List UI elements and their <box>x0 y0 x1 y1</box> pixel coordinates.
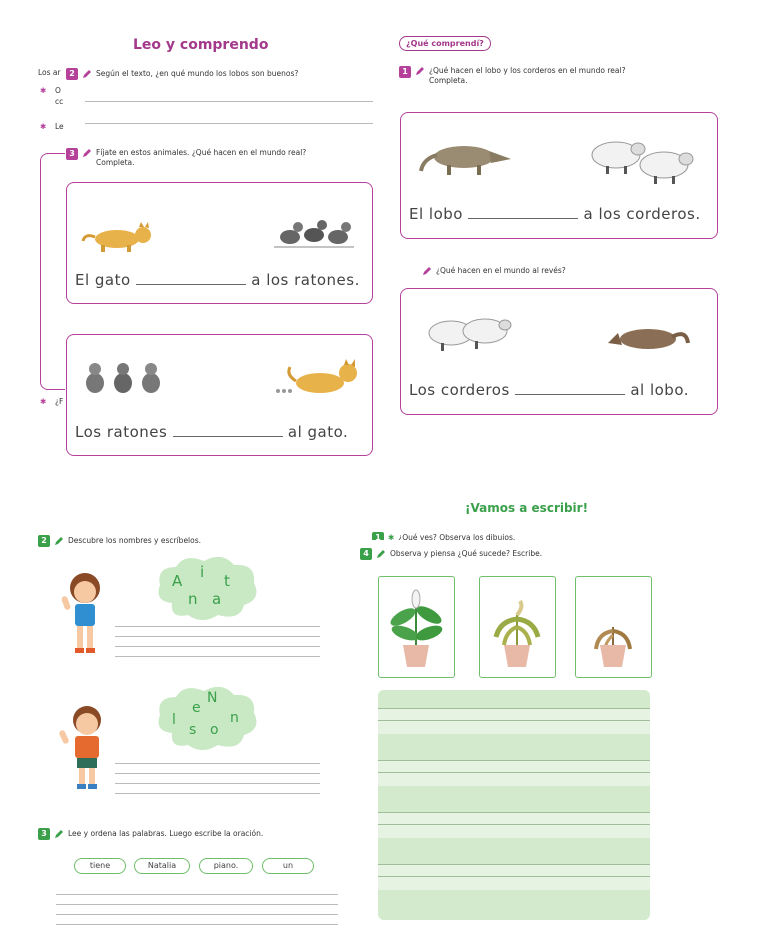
plant-card-wilting <box>479 576 556 678</box>
sentence-end: al lobo. <box>630 381 690 399</box>
blank-field[interactable] <box>136 284 246 285</box>
writing-line[interactable] <box>115 783 320 784</box>
sentence-end: a los ratones. <box>251 271 360 289</box>
writing-line[interactable] <box>56 914 338 915</box>
plant-card-healthy <box>378 576 455 678</box>
letter: n <box>188 590 198 608</box>
mice-illustration <box>272 213 357 253</box>
question-text: ¿Qué hacen el lobo y los corderos en el mundo real? <box>429 66 626 75</box>
sentence <box>75 423 348 441</box>
pencil-icon <box>82 69 92 79</box>
stripe <box>378 838 650 864</box>
sentence-start: El gato <box>75 271 131 289</box>
sentence <box>75 271 360 289</box>
question-text: Fíjate en estos animales. ¿Qué hacen en el mundo real? <box>96 148 307 157</box>
question-1 <box>399 66 626 86</box>
cut-text: O <box>55 86 61 95</box>
sentence-card <box>66 182 373 304</box>
blank-field[interactable] <box>468 218 578 219</box>
pencil-icon <box>415 66 425 76</box>
letter: o <box>210 722 219 738</box>
stripe <box>378 690 650 708</box>
writing-line[interactable] <box>115 656 320 657</box>
question-text: Según el texto, ¿en qué mundo los lobos son buenos? <box>96 69 299 78</box>
question-text: Descubre los nombres y escríbelos. <box>68 536 202 545</box>
question-reves <box>422 266 566 276</box>
letter: i <box>200 563 205 581</box>
question-3 <box>66 148 306 168</box>
writing-line[interactable] <box>115 763 320 764</box>
boy-illustration <box>55 700 115 792</box>
question-text: Completa. <box>96 158 135 167</box>
writing-line[interactable] <box>378 760 650 761</box>
word-tag[interactable]: un <box>262 858 314 874</box>
sentence-start: Los ratones <box>75 423 168 441</box>
sentence-card <box>400 112 718 239</box>
section-title-vamos: ¡Vamos a escribir! <box>465 501 589 515</box>
word-tag[interactable]: tiene <box>74 858 126 874</box>
question-number: 3 <box>66 148 78 160</box>
pencil-icon <box>54 536 64 546</box>
question-number: 3 <box>38 828 50 840</box>
pencil-icon <box>54 829 64 839</box>
eye-icon: ✱ <box>388 533 395 540</box>
letter: a <box>212 590 222 608</box>
answer-line[interactable] <box>85 123 373 124</box>
girl-illustration <box>55 568 115 656</box>
writing-line[interactable] <box>115 626 320 627</box>
answer-line[interactable] <box>85 101 373 102</box>
writing-line[interactable] <box>56 904 338 905</box>
wolf-illustration <box>419 133 514 178</box>
paw-icon: ✱ <box>40 122 47 131</box>
question-text: Observa y piensa ¿Qué sucede? Escribe. <box>390 549 543 558</box>
plant-wilting-illustration <box>480 577 555 677</box>
blank-field[interactable] <box>173 436 283 437</box>
writing-line[interactable] <box>378 824 650 825</box>
letter: l <box>172 712 176 728</box>
writing-line[interactable] <box>378 772 650 773</box>
writing-line[interactable] <box>56 894 338 895</box>
question-text: ¿Qué hacen en el mundo al revés? <box>436 266 566 275</box>
question-text: Lee y ordena las palabras. Luego escribe la oración. <box>68 829 264 838</box>
cut-text: Le <box>55 122 64 131</box>
cut-text: Los ar <box>38 68 61 77</box>
question-2-names <box>38 535 201 547</box>
writing-line[interactable] <box>378 864 650 865</box>
letter: s <box>189 722 197 738</box>
sentence <box>409 381 689 399</box>
stripe <box>378 734 650 760</box>
plant-dry-illustration <box>576 577 651 677</box>
cut-text: ¿F <box>55 397 64 406</box>
sheep-illustration <box>586 133 696 185</box>
sentence <box>409 205 701 223</box>
writing-line[interactable] <box>115 773 320 774</box>
paw-icon: ✱ <box>40 397 47 406</box>
writing-line[interactable] <box>378 812 650 813</box>
pencil-icon <box>82 148 92 158</box>
paw-icon: ✱ <box>40 86 47 95</box>
sentence-start: Los corderos <box>409 381 510 399</box>
question-4 <box>360 548 542 560</box>
word-tag[interactable]: piano. <box>199 858 253 874</box>
plant-healthy-illustration <box>379 577 454 677</box>
question-number: 1 <box>372 532 384 540</box>
question-2 <box>66 68 298 80</box>
writing-line[interactable] <box>56 924 338 925</box>
writing-area[interactable] <box>378 690 650 920</box>
question-text: ¿Qué ves? Observa los dibujos. <box>398 533 516 540</box>
question-number: 2 <box>66 68 78 80</box>
letter: n <box>230 710 239 726</box>
blank-field[interactable] <box>515 394 625 395</box>
question-number: 4 <box>360 548 372 560</box>
letter: A <box>172 572 183 590</box>
sentence-card <box>400 288 718 415</box>
letter: e <box>192 700 201 716</box>
sentence-card <box>66 334 373 456</box>
writing-line[interactable] <box>115 646 320 647</box>
letter-cloud <box>152 553 262 623</box>
sentence-end: al gato. <box>287 423 349 441</box>
pencil-icon <box>376 549 386 559</box>
letter: t <box>224 572 230 590</box>
stripe <box>378 890 650 920</box>
bracket-decoration <box>40 153 65 390</box>
cat-illustration <box>79 215 159 255</box>
writing-line[interactable] <box>115 793 320 794</box>
letter: N <box>207 690 218 706</box>
cat-illustration <box>272 355 362 400</box>
question-number: 1 <box>399 66 411 78</box>
question-number: 2 <box>38 535 50 547</box>
sheep-illustration <box>423 311 513 356</box>
cut-text: cc <box>55 97 64 106</box>
wolf-illustration <box>606 317 691 359</box>
section-pill: ¿Qué comprendí? <box>399 36 491 51</box>
writing-line[interactable] <box>378 708 650 709</box>
sentence-end: a los corderos. <box>583 205 701 223</box>
page-title-leo: Leo y comprendo <box>133 37 269 53</box>
sentence-start: El lobo <box>409 205 463 223</box>
question-text: Completa. <box>429 76 468 85</box>
plant-card-dry <box>575 576 652 678</box>
word-tag[interactable]: Natalia <box>134 858 190 874</box>
writing-line[interactable] <box>378 720 650 721</box>
pencil-icon <box>422 266 432 276</box>
question-3-order <box>38 828 263 840</box>
cut-question-1 <box>372 532 672 540</box>
mice-illustration <box>81 359 166 401</box>
stripe <box>378 786 650 812</box>
writing-line[interactable] <box>378 876 650 877</box>
writing-line[interactable] <box>115 636 320 637</box>
